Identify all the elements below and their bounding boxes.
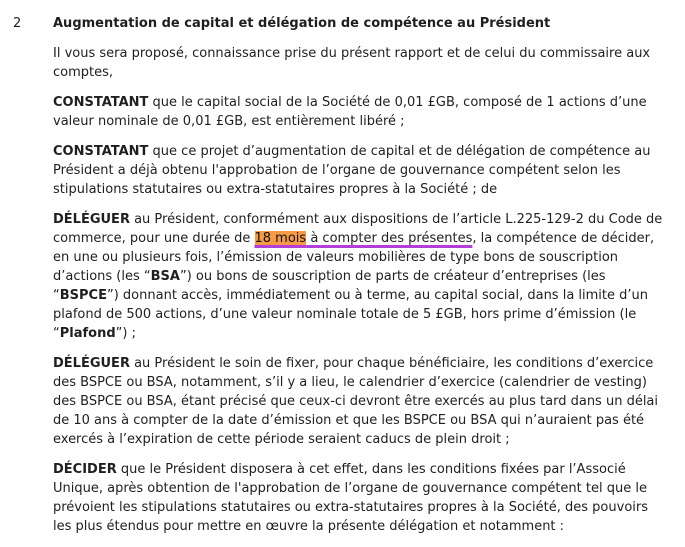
paragraph-constatant-2 bbox=[53, 142, 663, 199]
underlined-duration bbox=[255, 231, 473, 246]
keyword: DÉCIDER bbox=[53, 462, 117, 477]
paragraph-text: que ce projet d’augmentation de capital et de délégation de compétence au Président a déjà obtenu l'approbation de l’organe de gouvernance compétent selon les stipulations statutaires ou extra-statutaires propres à la Société ; de bbox=[53, 144, 651, 197]
keyword: DÉLÉGUER bbox=[53, 356, 130, 371]
paragraph-text: que le Président disposera à cet effet, dans les conditions fixées par l’Associé Unique, après obtention de l'approbation de l’organe de gouvernance compétent tel que le prévoient les stipulations statutaires ou extra-statutaires propres à la Société, des pouvoirs les plus étendus pour mettre en œuvre la présente délégation et notamment : bbox=[53, 462, 649, 534]
defined-term-bsa: BSA bbox=[150, 269, 180, 284]
defined-term-plafond: Plafond bbox=[59, 326, 116, 341]
paragraph-deleguer-2 bbox=[53, 354, 663, 449]
paragraph-text: au Président le soin de fixer, pour chaque bénéficiaire, les conditions d’exercice des BSPCE ou BSA, notamment, s’il y a lieu, le calendrier d’exercice (calendrier de vesting) des BSPCE ou BSA, étant précisé que ceux-ci devront être exercés au plus tard dans un délai de 10 ans à compter de la date d’émission et que les BSPCE ou BSA qui n’auraient pas été exercés à l’expiration de cette période seraient caducs de plein droit ; bbox=[53, 356, 659, 447]
highlighted-duration: 18 mois bbox=[254, 231, 307, 246]
paragraph-text: au Président, conformément aux dispositions de l’article L.225-129-2 du Code de commerce, pour une durée de bbox=[53, 212, 663, 246]
keyword: CONSTATANT bbox=[53, 95, 149, 110]
section-title: Augmentation de capital et délégation de compétence au Président bbox=[53, 16, 551, 31]
paragraph-text: , la compétence de décider, en une ou plusieurs fois, l’émission de valeurs mobilières de type bons de souscription d’actions (les “ bbox=[53, 231, 655, 284]
defined-term-bspce: BSPCE bbox=[59, 288, 107, 303]
paragraph-intro: Il vous sera proposé, connaissance prise du présent rapport et de celui du commissaire aux comptes, bbox=[53, 46, 651, 80]
paragraph-text: ”) donnant accès, immédiatement ou à terme, au capital social, dans la limite d’un plafond de 500 actions, d’une valeur nominale totale de 5 £GB, hors prime d’émission (le “ bbox=[53, 288, 649, 341]
paragraph-decider bbox=[53, 460, 663, 536]
paragraph-text: ”) ou bons de souscription de parts de créateur d’entreprises (les “ bbox=[53, 269, 606, 303]
paragraph-text: ”) ; bbox=[115, 326, 136, 341]
paragraph-deleguer-1 bbox=[53, 210, 663, 343]
section-number: 2 bbox=[13, 16, 22, 31]
keyword: DÉLÉGUER bbox=[53, 212, 130, 227]
keyword: CONSTATANT bbox=[53, 144, 149, 159]
paragraph-text: que le capital social de la Société de 0,01 £GB, composé de 1 actions d’une valeur nominale de 0,01 £GB, est entièrement libéré ; bbox=[53, 95, 647, 129]
paragraph-constatant-1 bbox=[53, 93, 663, 131]
underlined-text: à compter des présentes bbox=[306, 231, 473, 246]
document-body bbox=[53, 14, 663, 547]
